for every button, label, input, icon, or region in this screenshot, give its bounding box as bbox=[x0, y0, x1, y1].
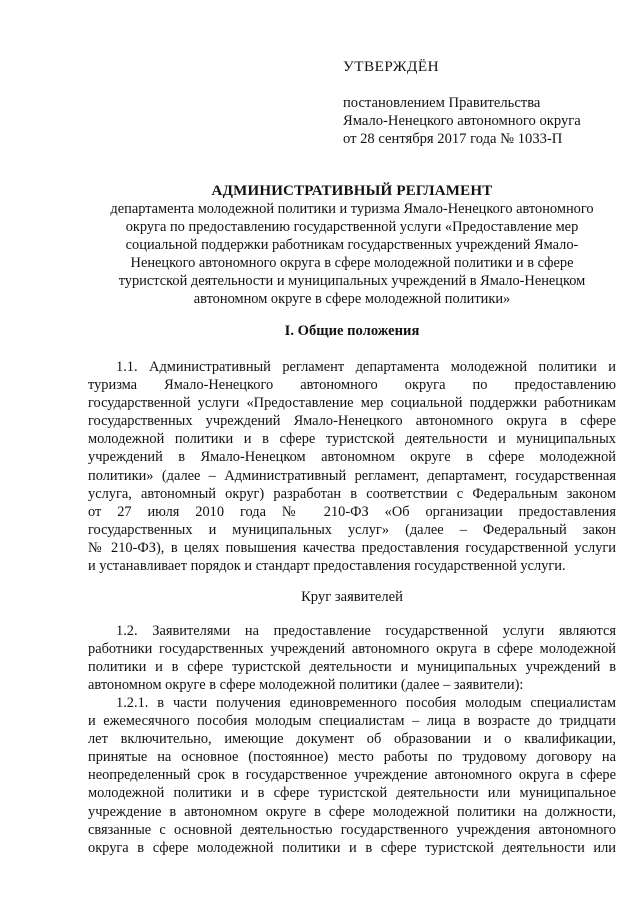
text-line: и ежемесячного пособия молодым специалистам – лица в возрасте до тридцати bbox=[88, 713, 616, 730]
title-line: социальной поддержки работникам государственных учреждений Ямало- bbox=[125, 237, 579, 253]
text-line: учреждений в Ямало-Ненецком автономном округе в сфере молодежной bbox=[88, 449, 616, 466]
paragraph-1-2-1 bbox=[88, 694, 616, 857]
text-line: туризма Ямало-Ненецкого автономного округа по предоставлению bbox=[88, 377, 616, 394]
subsection-heading: Круг заявителей bbox=[301, 589, 403, 605]
approval-line: от 28 сентября 2017 года № 1033-П bbox=[343, 131, 563, 147]
text-line: государственной услуги «Предоставление мер социальной поддержки работникам bbox=[88, 395, 616, 412]
text-line: 1.2.1. в части получения единовременного пособия молодым специалистам bbox=[116, 695, 616, 711]
paragraph-1-2 bbox=[88, 622, 616, 694]
text-line: автономном округе в сфере молодежной политики (далее – заявители): bbox=[88, 677, 524, 694]
approval-line: постановлением Правительства bbox=[343, 95, 541, 111]
text-line: принятые на основное (постоянное) место работы по трудовому договору на bbox=[88, 749, 616, 766]
title-line: туристской деятельности и муниципальных учреждений в Ямало-Ненецком bbox=[118, 273, 586, 289]
text-line: молодежной политики и в сфере туристской деятельности или муниципальное bbox=[88, 785, 616, 802]
paragraph-1-1 bbox=[88, 358, 616, 575]
approval-line: Ямало-Ненецкого автономного округа bbox=[343, 113, 581, 129]
title-line: автономном округе в сфере молодежной политики» bbox=[193, 291, 511, 307]
text-line: округа в сфере молодежной политики и в сфере туристской деятельности или bbox=[88, 839, 616, 856]
text-line: № 210-ФЗ), в целях повышения качества предоставления государственной услуги bbox=[88, 539, 616, 556]
text-line: 1.1. Административный регламент департамента молодежной политики и bbox=[116, 359, 616, 375]
text-line: учреждение в автономном округе в сфере молодежной политики на должности, bbox=[88, 803, 616, 820]
text-line: политики» (далее – Административный регламент, департамент, государственная bbox=[88, 467, 616, 484]
text-line: и устанавливает порядок и стандарт предоставления государственной услуги. bbox=[88, 558, 566, 575]
document-title: АДМИНИСТРАТИВНЫЙ РЕГЛАМЕНТ bbox=[211, 183, 493, 199]
text-line: молодежной политики и в сфере туристской деятельности и муниципальных bbox=[88, 431, 616, 448]
text-line: от 27 июля 2010 года № 210-ФЗ «Об организации предоставления bbox=[88, 503, 616, 520]
approval-heading: УТВЕРЖДЁН bbox=[343, 58, 440, 75]
title-line: Ненецкого автономного округа в сфере молодежной политики и в сфере bbox=[130, 255, 574, 271]
approval-stamp bbox=[343, 58, 623, 148]
text-line: лет включительно, имеющие документ об образовании и о квалификации, bbox=[88, 731, 616, 748]
text-line: связанные с основной деятельностью государственного учреждения автономного bbox=[88, 821, 616, 838]
text-line: услуга, автономный округ) разработан в соответствии с Федеральным законом bbox=[88, 485, 616, 502]
text-line: государственных и муниципальных услуг» (далее – Федеральный закон bbox=[88, 521, 616, 538]
document-title-block bbox=[88, 182, 616, 308]
text-line: политики и в сфере туристской деятельности и муниципальных учреждений в bbox=[88, 659, 616, 676]
title-line: округа по предоставлению государственной услуги «Предоставление мер bbox=[125, 219, 579, 235]
text-line: государственных учреждений Ямало-Ненецкого автономного округа в сфере bbox=[88, 413, 616, 430]
title-line: департамента молодежной политики и туризма Ямало-Ненецкого автономного bbox=[110, 201, 594, 217]
text-line: работники государственных учреждений автономного округа в сфере молодежной bbox=[88, 641, 616, 658]
text-line: 1.2. Заявителями на предоставление государственной услуги являются bbox=[116, 623, 616, 639]
text-line: неопределенный срок в государственное учреждение автономного округа в сфере bbox=[88, 767, 616, 784]
section-heading: I. Общие положения bbox=[284, 323, 420, 339]
